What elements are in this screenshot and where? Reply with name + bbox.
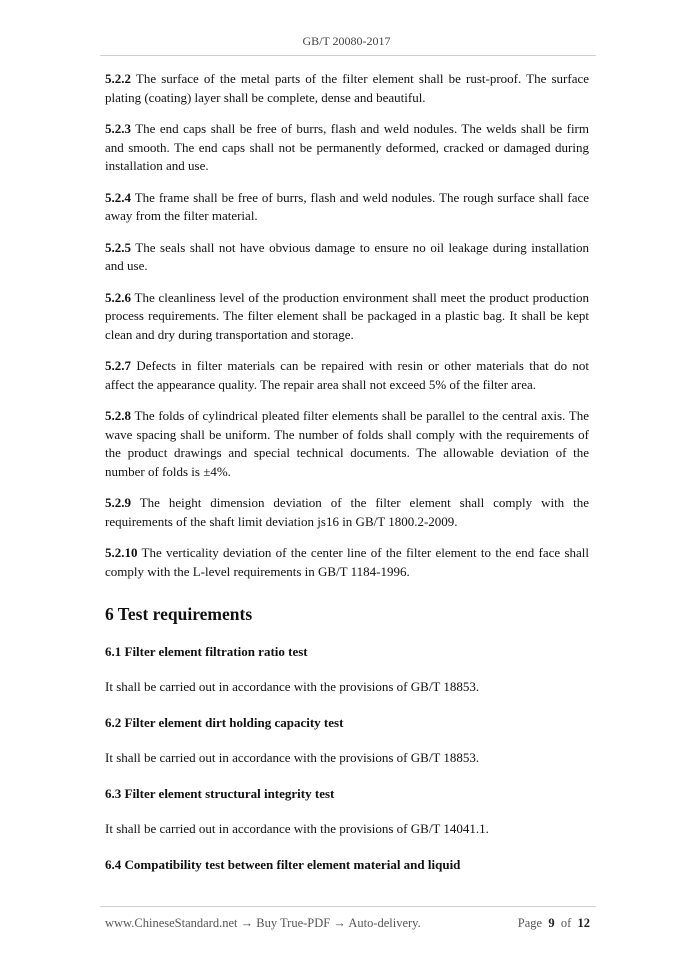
- arrow-right-icon: →: [240, 916, 254, 930]
- clause-5-2-6: [105, 289, 589, 345]
- footer-divider: [100, 906, 596, 907]
- page-label: Page: [517, 916, 543, 930]
- section-title: 6 Test requirements: [105, 604, 253, 624]
- site-link[interactable]: www.ChineseStandard.net: [105, 916, 238, 930]
- clause-5-2-9: [105, 494, 589, 531]
- subsection-6-3-text: It shall be carried out in accordance with the provisions of GB/T 14041.1.: [105, 821, 489, 836]
- footer-promo: [105, 916, 421, 931]
- subsection-6-1-text: It shall be carried out in accordance with the provisions of GB/T 18853.: [105, 679, 480, 694]
- clause-5-2-3: [105, 120, 589, 176]
- page-number: 9: [548, 916, 555, 930]
- clause-text: The end caps shall be free of burrs, flash and weld nodules. The welds shall be firm and smooth. The end caps shall not be permanently deformed, cracked or damaged during installation and use.: [105, 121, 589, 173]
- clause-text: The height dimension deviation of the filter element shall comply with the requirements of the shaft limit deviation js16 in GB/T 1800.2-2009.: [105, 495, 590, 529]
- clause-number: 5.2.6: [105, 289, 131, 305]
- clause-5-2-10: [105, 544, 589, 581]
- clause-number: 5.2.8: [105, 408, 131, 423]
- header-title: GB/T 20080-2017: [302, 34, 391, 48]
- clause-text: Defects in filter materials can be repaired with resin or other materials that do not affect the appearance quality. The repair area shall not exceed 5% of the filter area.: [105, 358, 589, 392]
- page-total: 12: [577, 916, 590, 930]
- buy-pdf-link[interactable]: Buy True-PDF: [256, 916, 331, 930]
- subsection-6-1-title: 6.1 Filter element filtration ratio test: [105, 643, 308, 659]
- of-label: of: [560, 916, 572, 930]
- subsection-6-2-text: It shall be carried out in accordance with the provisions of GB/T 18853.: [105, 750, 480, 765]
- header-divider: [100, 55, 596, 56]
- clause-text: The surface of the metal parts of the filter element shall be rust-proof. The surface plating (coating) layer shall be complete, dense and beautiful.: [105, 71, 590, 105]
- arrow-right-icon: →: [333, 916, 346, 930]
- subsection-6-2-title: 6.2 Filter element dirt holding capacity test: [105, 714, 344, 730]
- clause-number: 5.2.5: [105, 239, 131, 255]
- document-body: [105, 70, 589, 891]
- clause-text: The frame shall be free of burrs, flash and weld nodules. The rough surface shall face away from the filter material.: [105, 189, 589, 223]
- subsection-6-4-title: 6.4 Compatibility test between filter element material and liquid: [105, 856, 461, 872]
- auto-delivery-text: Auto-delivery.: [348, 916, 421, 930]
- clause-text: The verticality deviation of the center line of the filter element to the end face shall comply with the L-level requirements in GB/T 1184-1996.: [105, 545, 589, 579]
- clause-number: 5.2.3: [105, 121, 131, 136]
- clause-number: 5.2.7: [105, 358, 131, 373]
- clause-text: The cleanliness level of the production environment shall meet the product production process requirements. The filter element shall be packaged in a plastic bag. It shall be kept clean and dry during transportation and storage.: [105, 289, 590, 342]
- clause-number: 5.2.10: [105, 545, 138, 560]
- clause-5-2-5: [105, 239, 589, 276]
- clause-5-2-2: [105, 70, 589, 107]
- clause-5-2-4: [105, 189, 589, 226]
- subsection-6-3-title: 6.3 Filter element structural integrity test: [105, 785, 335, 801]
- clause-5-2-8: [105, 407, 589, 481]
- clause-text: The folds of cylindrical pleated filter elements shall be parallel to the central axis. The wave spacing shall be uniform. The number of folds shall comply with the requirements of the product drawings and special technical documents. The allowable deviation of the number of folds is ±4%.: [105, 408, 589, 479]
- clause-text: The seals shall not have obvious damage to ensure no oil leakage during installation and use.: [105, 239, 590, 273]
- clause-number: 5.2.4: [105, 189, 131, 205]
- page-indicator: [518, 916, 590, 931]
- clause-number: 5.2.9: [105, 495, 131, 510]
- clause-5-2-7: [105, 357, 589, 394]
- clause-number: 5.2.2: [105, 71, 131, 86]
